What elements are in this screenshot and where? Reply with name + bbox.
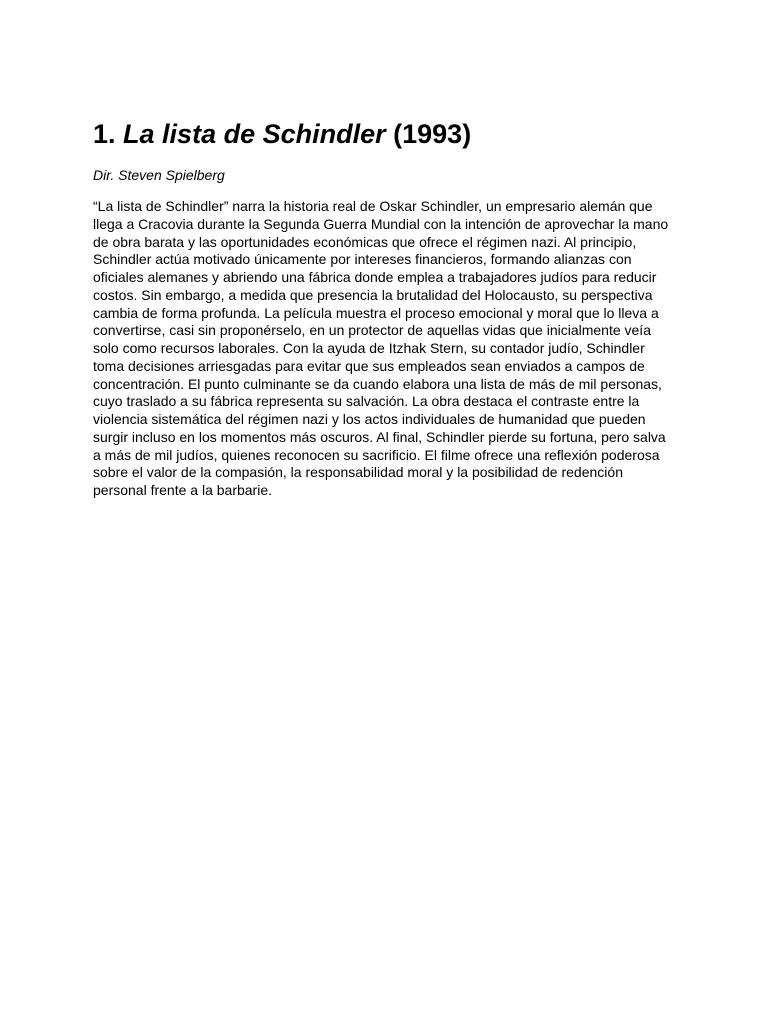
heading-number: 1.	[93, 119, 116, 149]
film-heading	[93, 117, 471, 151]
film-title: La lista de Schindler	[123, 119, 386, 149]
film-year: (1993)	[393, 119, 472, 149]
director-line: Dir. Steven Spielberg	[93, 167, 225, 183]
synopsis-paragraph: “La lista de Schindler” narra la historia real de Oskar Schindler, un empresario alemán que llega a Cracovia durante la Segunda Guerra Mundial con la intención de aprovechar la mano de obra barata y las oportunidades económicas que ofrece el régimen nazi. Al principio, Schindler actúa motivado únicamente por intereses financieros, formando alianzas con oficiales alemanes y abriendo una fábrica donde emplea a trabajadores judíos para reducir costos. Sin embargo, a medida que presencia la brutalidad del Holocausto, su perspectiva cambia de forma profunda. La película muestra el proceso emocional y moral que lo lleva a convertirse, casi sin proponérselo, en un protector de aquellas vidas que inicialmente veía solo como recursos laborales. Con la ayuda de Itzhak Stern, su contador judío, Schindler toma decisiones arriesgadas para evitar que sus empleados sean enviados a campos de concentración. El punto culminante se da cuando elabora una lista de más de mil personas, cuyo traslado a su fábrica representa su salvación. La obra destaca el contraste entre la violencia sistemática del régimen nazi y los actos individuales de humanidad que pueden surgir incluso en los momentos más oscuros. Al final, Schindler pierde su fortuna, pero salva a más de mil judíos, quienes reconocen su sacrificio. El filme ofrece una reflexión poderosa sobre el valor de la compasión, la responsabilidad moral y la posibilidad de redención personal frente a la barbarie.	[93, 198, 669, 498]
